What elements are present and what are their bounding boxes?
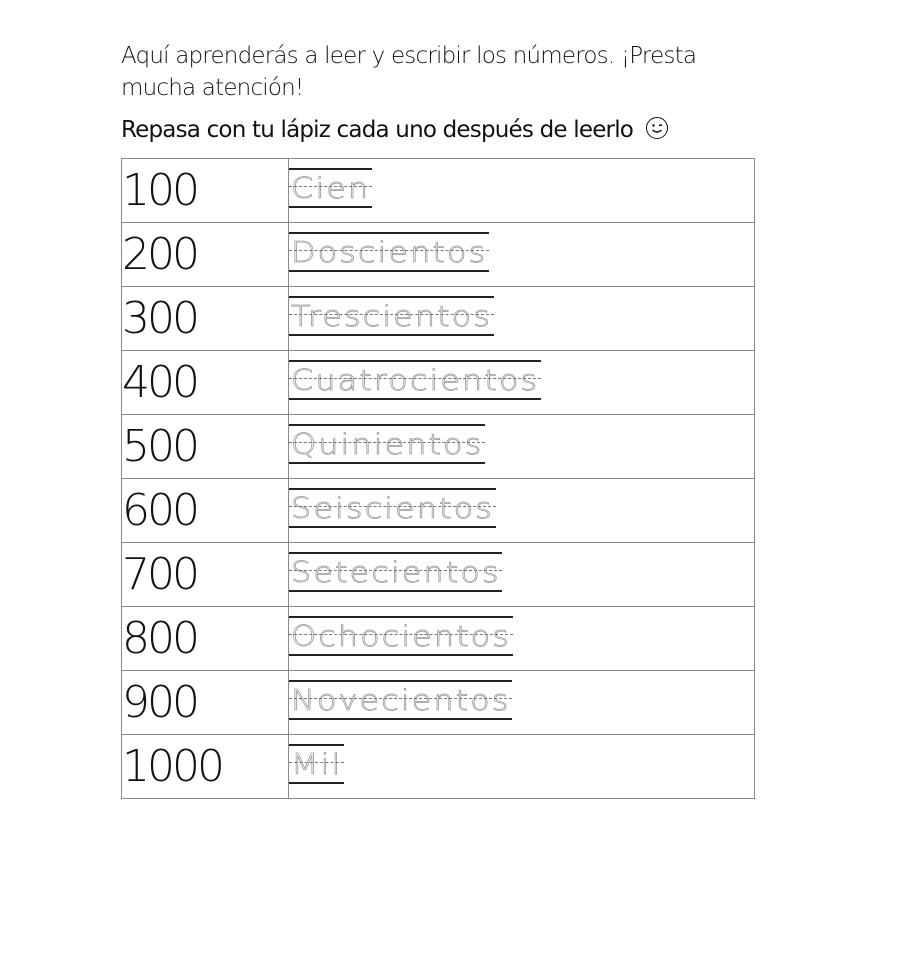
table-row — [122, 479, 755, 543]
tracing-guide-lines — [289, 296, 494, 336]
traceable-word: Ochocientos — [291, 618, 511, 654]
tracing-guide-lines — [289, 744, 344, 784]
number-cell: 600 — [122, 479, 289, 543]
table-row — [122, 287, 755, 351]
table-row — [122, 671, 755, 735]
traceable-word: Cuatrocientos — [291, 362, 540, 398]
traceable-word: Doscientos — [291, 234, 488, 270]
tracing-guide-lines — [289, 680, 512, 720]
table-row — [122, 607, 755, 671]
tracing-cell[interactable] — [289, 671, 755, 735]
tracing-cell[interactable] — [289, 287, 755, 351]
number-cell: 100 — [122, 159, 289, 223]
traceable-word: Cien — [291, 170, 371, 206]
instruction-text: Repasa con tu lápiz cada uno después de leerlo — [121, 117, 634, 143]
tracing-guide-lines — [289, 616, 513, 656]
traceable-word: Mil — [291, 746, 343, 782]
tracing-guide-lines — [289, 552, 502, 592]
table-row — [122, 351, 755, 415]
tracing-cell[interactable] — [289, 543, 755, 607]
number-cell: 200 — [122, 223, 289, 287]
table-row — [122, 223, 755, 287]
number-cell: 700 — [122, 543, 289, 607]
table-row — [122, 159, 755, 223]
traceable-word: Seiscientos — [291, 490, 494, 526]
number-cell: 300 — [122, 287, 289, 351]
number-cell: 1000 — [122, 735, 289, 799]
tracing-cell[interactable] — [289, 415, 755, 479]
tracing-cell[interactable] — [289, 351, 755, 415]
traceable-word: Quinientos — [291, 426, 484, 462]
tracing-cell[interactable] — [289, 223, 755, 287]
traceable-word: Trescientos — [291, 298, 492, 334]
number-cell: 400 — [122, 351, 289, 415]
tracing-cell[interactable] — [289, 607, 755, 671]
tracing-guide-lines — [289, 424, 485, 464]
intro-text: Aquí aprenderás a leer y escribir los números. ¡Presta mucha atención! — [121, 43, 697, 101]
number-cell: 500 — [122, 415, 289, 479]
tracing-guide-lines — [289, 360, 541, 400]
table-row — [122, 735, 755, 799]
traceable-word: Setecientos — [291, 554, 501, 590]
traceable-word: Novecientos — [291, 682, 511, 718]
tracing-guide-lines — [289, 488, 496, 528]
tracing-cell[interactable] — [289, 735, 755, 799]
tracing-guide-lines — [289, 232, 489, 272]
number-cell: 800 — [122, 607, 289, 671]
number-cell: 900 — [122, 671, 289, 735]
tracing-cell[interactable] — [289, 479, 755, 543]
number-tracing-table — [121, 158, 755, 799]
instruction-line — [121, 114, 668, 146]
tracing-guide-lines — [289, 168, 372, 208]
winking-smiley-icon — [646, 117, 668, 139]
table-row — [122, 415, 755, 479]
table-row — [122, 543, 755, 607]
tracing-cell[interactable] — [289, 159, 755, 223]
